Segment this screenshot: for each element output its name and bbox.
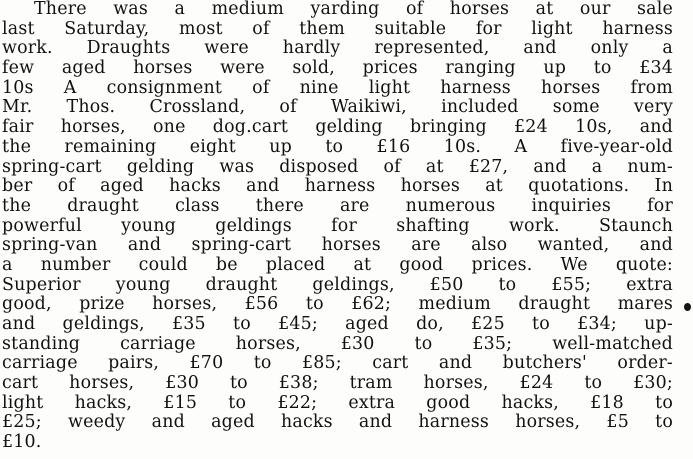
text-line: few aged horses were sold, prices ranging up to £34 [2, 59, 673, 79]
text-line: the remaining eight up to £16 10s. A five-year-old [2, 137, 673, 157]
text-line: carriage pairs, £70 to £85; cart and butchers' order- [2, 354, 673, 374]
text-line: cart horses, £30 to £38; tram horses, £24 to £30; [2, 374, 673, 394]
text-line: spring-cart gelding was disposed of at £27, and a num- [2, 157, 673, 177]
text-line: £25; weedy and aged hacks and harness horses, £5 to [2, 413, 673, 433]
text-line: 10s A consignment of nine light harness horses from [2, 78, 673, 98]
article-text [2, 0, 673, 453]
ink-spot [684, 303, 691, 311]
text-line: There was a medium yarding of horses at our sale [34, 0, 673, 19]
text-line: Mr. Thos. Crossland, of Waikiwi, included some very [2, 98, 673, 118]
text-line: good, prize horses, £56 to £62; medium draught mares [2, 295, 673, 315]
text-line: Superior young draught geldings, £50 to £55; extra [2, 275, 673, 295]
text-line: a number could be placed at good prices. We quote: [2, 255, 673, 275]
text-line: fair horses, one dog.cart gelding bringing £24 10s, and [2, 118, 673, 138]
text-line: and geldings, £35 to £45; aged do, £25 to £34; up- [2, 315, 673, 334]
text-line: powerful young geldings for shafting work. Staunch [2, 216, 673, 236]
text-line: standing carriage horses, £30 to £35; well-matched [2, 334, 673, 354]
text-line: the draught class there are numerous inquiries for [2, 196, 673, 216]
text-line: light hacks, £15 to £22; extra good hacks, £18 to [2, 393, 673, 413]
text-line: work. Draughts were hardly represented, and only a [2, 39, 673, 59]
text-line: £10. [2, 433, 42, 453]
text-line: last Saturday, most of them suitable for light harness [2, 19, 673, 39]
text-line: spring-van and spring-cart horses are also wanted, and [2, 236, 673, 256]
text-line: ber of aged hacks and harness horses at quotations. In [2, 177, 673, 197]
